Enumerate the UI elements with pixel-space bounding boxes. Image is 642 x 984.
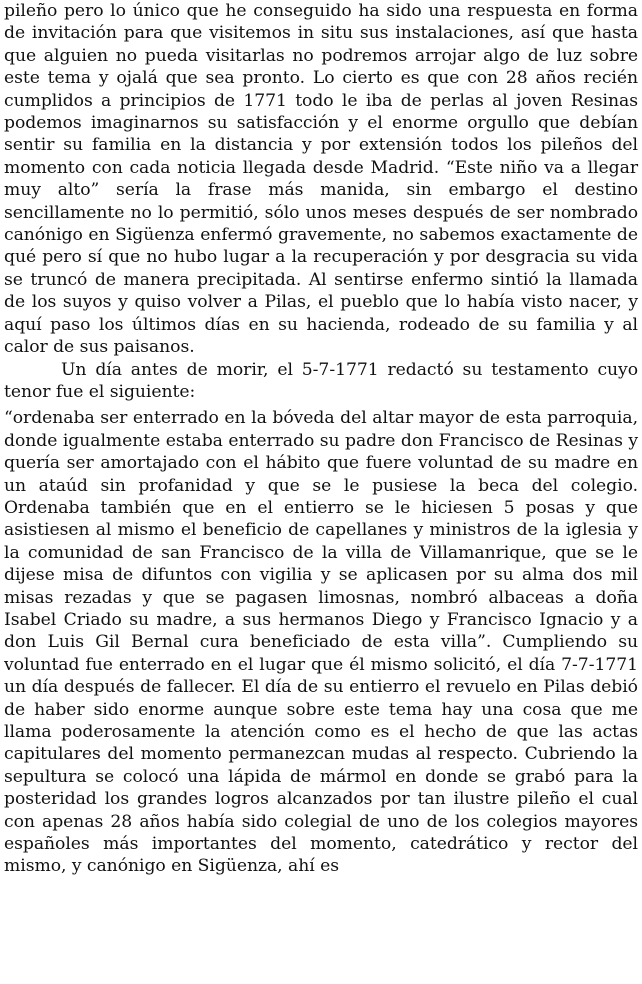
testament-quote-paragraph: “ordenaba ser enterrado en la bóveda del altar mayor de esta parroquia, donde igualmente estaba enterrado su padre don Francisco de Resinas y quería ser amortajado con el hábito que fuere voluntad de su madre en un ataúd sin profanidad y que se le pusiese la beca del colegio. Ordenaba también que en el entierro se le hiciesen 5 posas y que asistiesen al mismo el beneficio de capellanes y ministros de la iglesia y la comunidad de san Francisco de la villa de Villamanrique, que se le dijese misa de difuntos con vigilia y se aplicasen por su alma dos mil misas rezadas y que se pagasen limosnas, nombró albaceas a doña Isabel Criado su madre, a sus hermanos Diego y Francisco Ignacio y a don Luis Gil Bernal cura beneficiado de esta villa”. Cumpliendo su voluntad fue enterrado en el lugar que él mismo solicitó, el día 7-7-1771 un día después de fallecer. El día de su entierro el revuelo en Pilas debió de haber sido enorme aunque sobre este tema hay una cosa que me llama poderosamente la atención como es el hecho de que las actas capitulares del momento permanezcan mudas al respecto. Cubriendo la sepultura se colocó una lápida de mármol en donde se grabó para la posteridad los grandes logros alcanzados por tan ilustre pileño el cual con apenas 28 años había sido colegial de uno de los colegios mayores españoles más importantes del momento, catedrático y rector del mismo, y canónigo en Sigüenza, ahí es (4, 408, 638, 877)
body-paragraph-indented: Un día antes de morir, el 5-7-1771 redactó su testamento cuyo tenor fue el siguiente: (4, 359, 638, 402)
body-paragraph: pileño pero lo único que he conseguido ha sido una respuesta en forma de invitación para que visitemos in situ sus instalaciones, así que hasta que alguien no pueda visitarlas no podremos arrojar algo de luz sobre este tema y ojalá que sea pronto. Lo cierto es que con 28 años recién cumplidos a principios de 1771 todo le iba de perlas al joven Resinas podemos imaginarnos su satisfacción y el enorme orgullo que debían sentir su familia en la distancia y por extensión todos los pileños del momento con cada noticia llegada desde Madrid. “Este niño va a llegar muy alto” sería la frase más manida, sin embargo el destino sencillamente no lo permitió, sólo unos meses después de ser nombrado canónigo en Sigüenza enfermó gravemente, no sabemos exactamente de qué pero sí que no hubo lugar a la recuperación y por desgracia su vida se truncó de manera precipitada. Al sentirse enfermo sintió la llamada de los suyos y quiso volver a Pilas, el pueblo que lo había visto nacer, y aquí paso los últimos días en su hacienda, rodeado de su familia y al calor de sus paisanos. (4, 1, 638, 358)
document-page (4, 0, 638, 878)
